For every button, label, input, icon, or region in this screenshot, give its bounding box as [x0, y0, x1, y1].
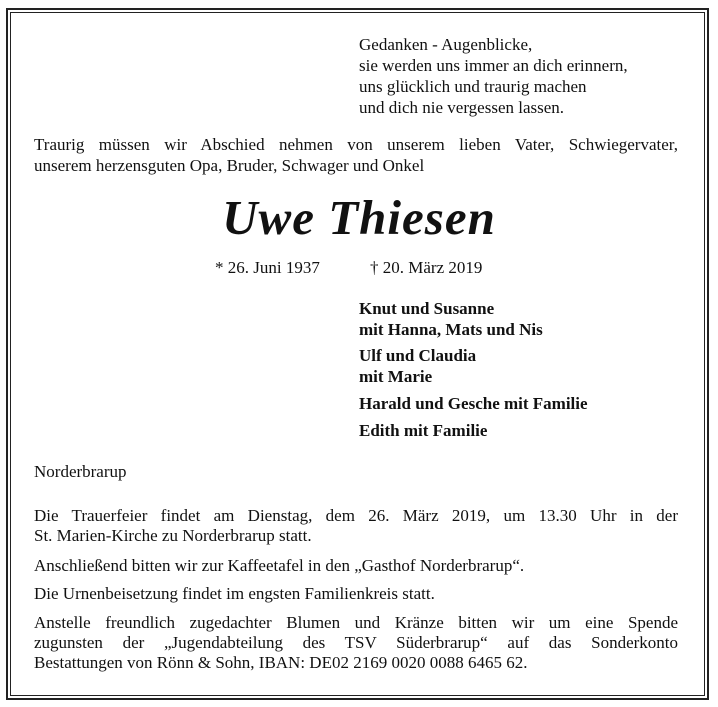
family-line: Ulf und Claudia: [359, 346, 477, 365]
urn-line: Die Urnenbeisetzung findet im engsten Familienkreis statt.: [34, 584, 435, 603]
death-date: † 20. März 2019: [370, 258, 483, 277]
poem-line: uns glücklich und traurig machen: [359, 77, 587, 96]
funeral-notice: [34, 506, 678, 546]
deceased-name: Uwe Thiesen: [222, 190, 496, 245]
poem-line: und dich nie vergessen lassen.: [359, 98, 565, 117]
urn-notice: [34, 584, 678, 604]
poem: [359, 34, 628, 118]
family-line: mit Hanna, Mats und Nis: [359, 320, 543, 339]
intro-line-2: unserem herzensguten Opa, Bruder, Schwager und Onkel: [34, 156, 425, 175]
intro-line-1: Traurig müssen wir Abschied nehmen von unserem lieben Vater, Schwiegervater,: [34, 135, 678, 154]
family-line: Knut und Susanne: [359, 299, 495, 318]
funeral-line-2: St. Marien-Kirche zu Norderbrarup statt.: [34, 526, 312, 545]
family-group: [359, 345, 476, 387]
place-name: Norderbrarup: [34, 462, 127, 481]
coffee-line: Anschließend bitten wir zur Kaffeetafel in den „Gasthof Norderbrarup“.: [34, 556, 525, 575]
birth-date: * 26. Juni 1937: [215, 258, 320, 277]
family-group: [359, 298, 543, 340]
coffee-notice: [34, 556, 678, 576]
family-group: [359, 420, 487, 441]
donation-line-1: Anstelle freundlich zugedachter Blumen und Kränze bitten wir um eine Spende: [34, 613, 678, 632]
family-line: mit Marie: [359, 367, 433, 386]
funeral-line-1: Die Trauerfeier findet am Dienstag, dem 26. März 2019, um 13.30 Uhr in der: [34, 506, 678, 525]
donation-line-2: zugunsten der „Jugendabteilung des TSV Süderbrarup“ auf das Sonderkonto: [34, 633, 678, 652]
donation-line-3: Bestattungen von Rönn & Sohn, IBAN: DE02 2169 0020 0088 6465 62.: [34, 653, 528, 672]
family-line: Edith mit Familie: [359, 421, 488, 440]
poem-line: Gedanken - Augenblicke,: [359, 35, 533, 54]
poem-line: sie werden uns immer an dich erinnern,: [359, 56, 628, 75]
family-group: [359, 393, 588, 414]
family-line: Harald und Gesche mit Familie: [359, 394, 588, 413]
donation-notice: [34, 613, 678, 673]
